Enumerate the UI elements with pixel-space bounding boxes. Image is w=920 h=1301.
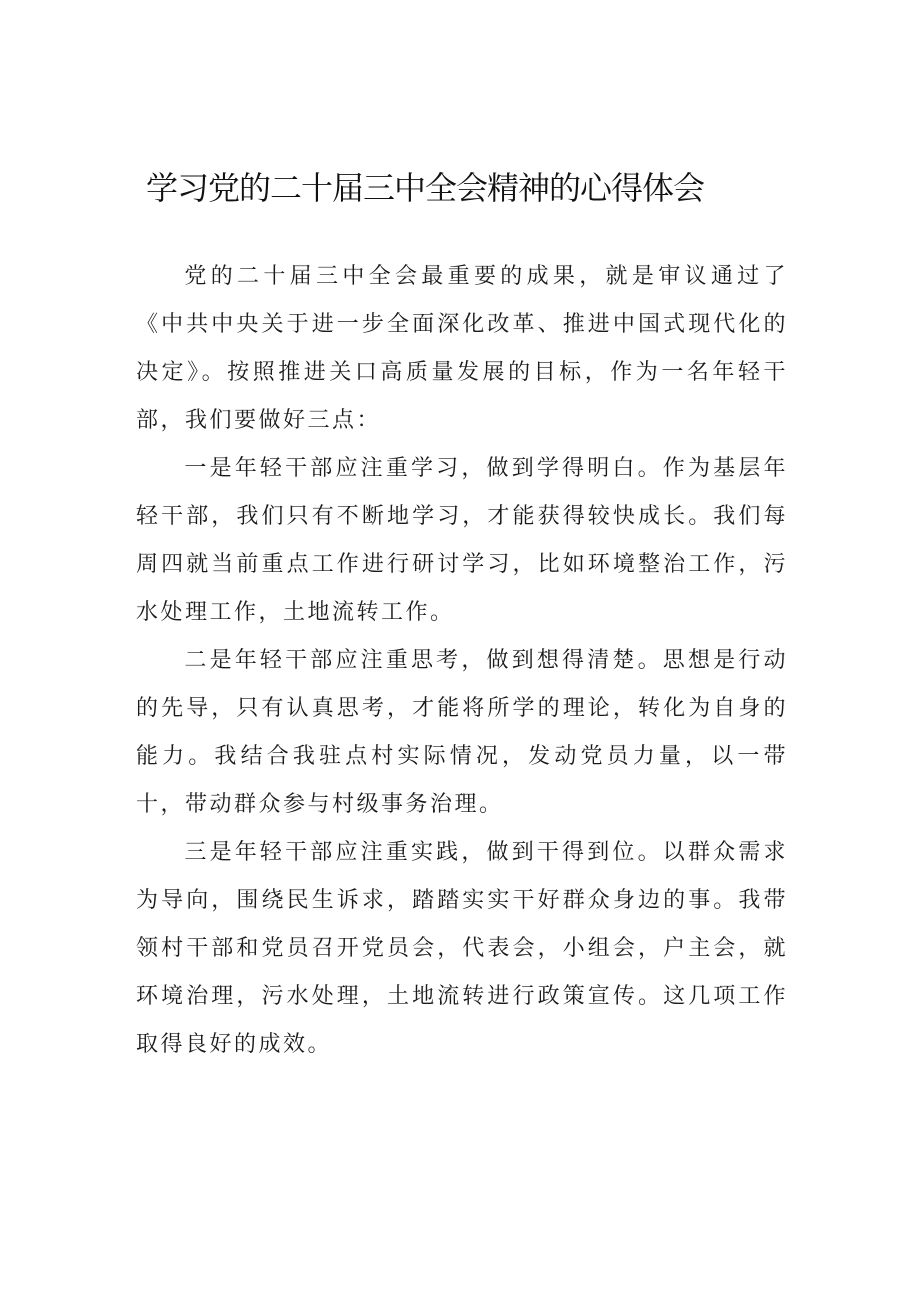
- document-title: 学习党的二十届三中全会精神的心得体会: [146, 169, 705, 207]
- paragraph-intro: 党的二十届三中全会最重要的成果，就是审议通过了《中共中央关于进一步全面深化改革、推进中国式现代化的决定》。按照推进关口高质量发展的目标，作为一名年轻干部，我们要做好三点：: [136, 264, 788, 433]
- paragraph-point-two: 二是年轻干部应注重思考，做到想得清楚。思想是行动的先导，只有认真思考，才能将所学的理论，转化为自身的能力。我结合我驻点村实际情况，发动党员力量，以一带十，带动群众参与村级事务治理。: [136, 648, 788, 817]
- paragraph-point-three: 三是年轻干部应注重实践，做到干得到位。以群众需求为导向，围绕民生诉求，踏踏实实干好群众身边的事。我带领村干部和党员召开党员会，代表会，小组会，户主会，就环境治理，污水处理，土地流转进行政策宣传。这几项工作取得良好的成效。: [136, 840, 788, 1057]
- paragraph-point-one: 一是年轻干部应注重学习，做到学得明白。作为基层年轻干部，我们只有不断地学习，才能获得较快成长。我们每周四就当前重点工作进行研讨学习，比如环境整治工作，污水处理工作，土地流转工作。: [136, 456, 788, 625]
- document-body: [136, 253, 788, 1069]
